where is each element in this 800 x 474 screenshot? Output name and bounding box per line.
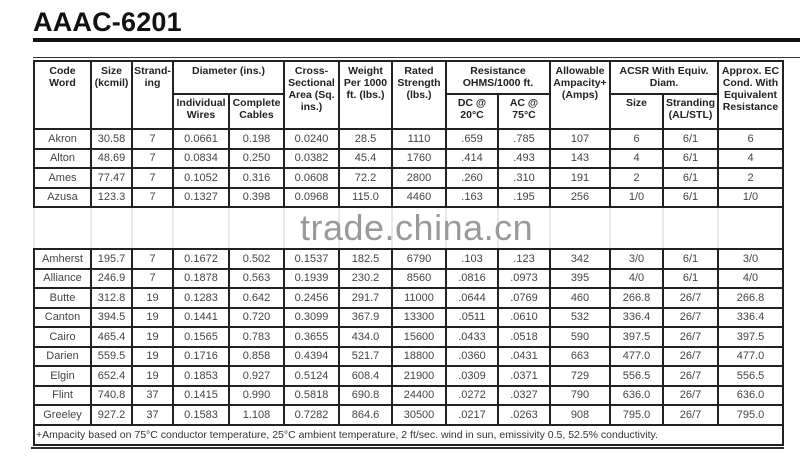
table-cell: .0360	[446, 347, 498, 367]
table-cell: 48.69	[91, 149, 132, 169]
table-cell: 26/7	[663, 327, 718, 347]
header-ac: AC @ 75°C	[498, 94, 550, 129]
header-individual-wires: Individual Wires	[173, 94, 229, 129]
table-cell: .103	[446, 249, 498, 269]
table-cell: 4460	[392, 188, 446, 208]
table-cell: 342	[550, 249, 610, 269]
code-word-cell: Flint	[34, 386, 91, 406]
table-cell: 6/1	[663, 149, 718, 169]
table-cell: 6/1	[663, 129, 718, 149]
table-row	[34, 288, 783, 308]
table-cell: 312.8	[91, 288, 132, 308]
spec-table-container	[33, 60, 782, 446]
code-word-cell: Cairo	[34, 327, 91, 347]
code-word-cell: Azusa	[34, 188, 91, 208]
table-cell: 0.0240	[284, 129, 339, 149]
table-cell: 0.198	[229, 129, 284, 149]
table-cell: 0.0608	[284, 168, 339, 188]
table-cell: 532	[550, 308, 610, 328]
table-cell: 0.1441	[173, 308, 229, 328]
code-word-cell: Darien	[34, 347, 91, 367]
table-cell: .0431	[498, 347, 550, 367]
table-cell: 465.4	[91, 327, 132, 347]
table-cell: 521.7	[339, 347, 392, 367]
table-cell: 7	[132, 269, 173, 289]
table-cell: 19	[132, 288, 173, 308]
table-cell: 0.1327	[173, 188, 229, 208]
table-cell: 2	[718, 168, 783, 188]
table-cell: 26/7	[663, 386, 718, 406]
table-cell: 0.316	[229, 168, 284, 188]
table-cell: .0511	[446, 308, 498, 328]
table-cell: 0.0661	[173, 129, 229, 149]
table-cell: 397.5	[718, 327, 783, 347]
table-cell: 0.1583	[173, 405, 229, 425]
table-cell: .195	[498, 188, 550, 208]
header-stranding: Strand-ing	[132, 61, 173, 129]
table-cell: 6/1	[663, 168, 718, 188]
table-cell: 0.1565	[173, 327, 229, 347]
table-cell: 0.1939	[284, 269, 339, 289]
table-cell: 246.9	[91, 269, 132, 289]
table-row	[34, 347, 783, 367]
table-cell: 230.2	[339, 269, 392, 289]
table-cell: .0769	[498, 288, 550, 308]
table-row	[34, 129, 783, 149]
table-cell: 636.0	[718, 386, 783, 406]
footnote: +Ampacity based on 75°C conductor temperature, 25°C ambient temperature, 2 ft/sec. wind in sun, emissivity 0.5, 52.5% conductivity.	[34, 425, 783, 445]
table-cell: 0.250	[229, 149, 284, 169]
table-cell: 864.6	[339, 405, 392, 425]
watermark: trade.china.cn	[300, 207, 534, 248]
table-cell: .0327	[498, 386, 550, 406]
table-cell: 4/0	[610, 269, 663, 289]
divider	[33, 57, 800, 58]
table-cell: 8560	[392, 269, 446, 289]
table-cell: 0.1537	[284, 249, 339, 269]
table-cell: 559.5	[91, 347, 132, 367]
table-cell: 2	[610, 168, 663, 188]
table-cell: 30.58	[91, 129, 132, 149]
table-cell: 740.8	[91, 386, 132, 406]
table-cell: 477.0	[610, 347, 663, 367]
table-cell: 30500	[392, 405, 446, 425]
table-row	[34, 249, 783, 269]
table-cell: 115.0	[339, 188, 392, 208]
table-cell: 0.3099	[284, 308, 339, 328]
table-cell: 336.4	[610, 308, 663, 328]
table-cell: 556.5	[718, 366, 783, 386]
table-cell: 7	[132, 149, 173, 169]
spec-table	[33, 60, 784, 446]
table-cell: 0.1052	[173, 168, 229, 188]
header-code-word: Code Word	[34, 61, 91, 129]
table-cell: 908	[550, 405, 610, 425]
table-cell: 24400	[392, 386, 446, 406]
table-cell: 7	[132, 249, 173, 269]
table-cell: 652.4	[91, 366, 132, 386]
table-cell: 0.1878	[173, 269, 229, 289]
table-cell: 1760	[392, 149, 446, 169]
header-size: Size (kcmil)	[91, 61, 132, 129]
table-cell: 191	[550, 168, 610, 188]
table-row	[34, 188, 783, 208]
table-cell: 0.502	[229, 249, 284, 269]
table-cell: 123.3	[91, 188, 132, 208]
code-word-cell: Elgin	[34, 366, 91, 386]
table-cell: 0.0834	[173, 149, 229, 169]
table-cell: 0.783	[229, 327, 284, 347]
table-cell: 0.858	[229, 347, 284, 367]
table-cell: .493	[498, 149, 550, 169]
table-cell: 0.1415	[173, 386, 229, 406]
table-row	[34, 149, 783, 169]
table-cell: 0.1853	[173, 366, 229, 386]
table-cell: .0973	[498, 269, 550, 289]
table-cell: 460	[550, 288, 610, 308]
table-cell: 37	[132, 405, 173, 425]
table-cell: 256	[550, 188, 610, 208]
header-rated-strength: Rated Strength (lbs.)	[392, 61, 446, 129]
table-cell: 397.5	[610, 327, 663, 347]
header-weight: Weight Per 1000 ft. (lbs.)	[339, 61, 392, 129]
table-cell: 26/7	[663, 405, 718, 425]
table-body	[34, 129, 783, 425]
table-cell: 663	[550, 347, 610, 367]
table-cell: 0.927	[229, 366, 284, 386]
code-word-cell: Greeley	[34, 405, 91, 425]
table-cell: 72.2	[339, 168, 392, 188]
table-cell: 0.720	[229, 308, 284, 328]
header-acsr-stranding: Stranding (AL/STL)	[663, 94, 718, 129]
table-cell: 395	[550, 269, 610, 289]
table-cell: 7	[132, 129, 173, 149]
table-cell: 6	[718, 129, 783, 149]
table-cell: 0.5818	[284, 386, 339, 406]
table-cell: 0.3655	[284, 327, 339, 347]
table-cell: 336.4	[718, 308, 783, 328]
table-cell: 4	[718, 149, 783, 169]
page-title: AAAC-6201	[33, 7, 182, 37]
table-row	[34, 327, 783, 347]
table-cell: 556.5	[610, 366, 663, 386]
table-cell: 6/1	[663, 249, 718, 269]
table-cell: 790	[550, 386, 610, 406]
table-cell: 3/0	[610, 249, 663, 269]
table-cell: 6790	[392, 249, 446, 269]
table-row	[34, 386, 783, 406]
table-bottom-border	[31, 447, 784, 449]
table-row	[34, 269, 783, 289]
table-cell: 0.0382	[284, 149, 339, 169]
table-row	[34, 308, 783, 328]
table-cell: 266.8	[610, 288, 663, 308]
table-row	[34, 405, 783, 425]
table-cell: 107	[550, 129, 610, 149]
code-word-cell: Canton	[34, 308, 91, 328]
table-cell: 1/0	[610, 188, 663, 208]
header-complete-cables: Complete Cables	[229, 94, 284, 129]
table-cell: 18800	[392, 347, 446, 367]
table-cell: .0644	[446, 288, 498, 308]
header-dc: DC @ 20°C	[446, 94, 498, 129]
table-cell: .0816	[446, 269, 498, 289]
table-cell: 1110	[392, 129, 446, 149]
table-cell: .0610	[498, 308, 550, 328]
table-cell: 6/1	[663, 188, 718, 208]
code-word-cell: Amherst	[34, 249, 91, 269]
table-cell: .0518	[498, 327, 550, 347]
table-cell: .310	[498, 168, 550, 188]
table-cell: 19	[132, 308, 173, 328]
table-cell: 1/0	[718, 188, 783, 208]
table-cell: 0.5124	[284, 366, 339, 386]
table-row	[34, 366, 783, 386]
table-cell: 1.108	[229, 405, 284, 425]
header-resistance: Resistance OHMS/1000 ft.	[446, 61, 550, 94]
table-cell: 21900	[392, 366, 446, 386]
header-ec-cond: Approx. EC Cond. With Equivalent Resistance	[718, 61, 783, 129]
table-cell: 690.8	[339, 386, 392, 406]
table-cell: 19	[132, 366, 173, 386]
table-cell: 394.5	[91, 308, 132, 328]
header-ampacity: Allowable Ampacity+ (Amps)	[550, 61, 610, 129]
code-word-cell: Akron	[34, 129, 91, 149]
table-cell: 608.4	[339, 366, 392, 386]
table-cell: .0309	[446, 366, 498, 386]
table-cell: 182.5	[339, 249, 392, 269]
header-cross-sectional-area: Cross-Sectional Area (Sq. ins.)	[284, 61, 339, 129]
table-cell: 143	[550, 149, 610, 169]
table-cell: 26/7	[663, 308, 718, 328]
table-cell: 6	[610, 129, 663, 149]
header-acsr-size: Size	[610, 94, 663, 129]
table-cell: 0.1672	[173, 249, 229, 269]
table-cell: .414	[446, 149, 498, 169]
table-cell: 434.0	[339, 327, 392, 347]
table-cell: 0.4394	[284, 347, 339, 367]
table-cell: 19	[132, 347, 173, 367]
table-cell: 195.7	[91, 249, 132, 269]
table-cell: 3/0	[718, 249, 783, 269]
table-cell: .123	[498, 249, 550, 269]
table-cell: 0.398	[229, 188, 284, 208]
table-cell: 590	[550, 327, 610, 347]
table-cell: 19	[132, 327, 173, 347]
table-cell: 795.0	[718, 405, 783, 425]
table-cell: 0.563	[229, 269, 284, 289]
table-cell: .0371	[498, 366, 550, 386]
table-cell: 7	[132, 168, 173, 188]
table-cell: .260	[446, 168, 498, 188]
code-word-cell: Ames	[34, 168, 91, 188]
table-cell: 927.2	[91, 405, 132, 425]
table-cell: 77.47	[91, 168, 132, 188]
table-cell: 0.1283	[173, 288, 229, 308]
table-cell: 0.642	[229, 288, 284, 308]
table-row	[34, 168, 783, 188]
table-cell: .0263	[498, 405, 550, 425]
table-cell: .0433	[446, 327, 498, 347]
table-cell: .659	[446, 129, 498, 149]
table-cell: 0.0968	[284, 188, 339, 208]
table-cell: 26/7	[663, 366, 718, 386]
table-cell: 11000	[392, 288, 446, 308]
table-cell: 2800	[392, 168, 446, 188]
table-cell: 13300	[392, 308, 446, 328]
header-diameter: Diameter (ins.)	[173, 61, 284, 94]
table-cell: .785	[498, 129, 550, 149]
table-cell: 4/0	[718, 269, 783, 289]
table-cell: 477.0	[718, 347, 783, 367]
code-word-cell: Alton	[34, 149, 91, 169]
table-cell: 6/1	[663, 269, 718, 289]
table-cell: 4	[610, 149, 663, 169]
table-cell: 291.7	[339, 288, 392, 308]
table-cell: 0.990	[229, 386, 284, 406]
table-cell: 0.7282	[284, 405, 339, 425]
table-cell: 37	[132, 386, 173, 406]
table-cell: .0217	[446, 405, 498, 425]
table-cell: 26/7	[663, 347, 718, 367]
code-word-cell: Butte	[34, 288, 91, 308]
table-cell: 795.0	[610, 405, 663, 425]
code-word-cell: Alliance	[34, 269, 91, 289]
table-cell: 7	[132, 188, 173, 208]
header-acsr: ACSR With Equiv. Diam.	[610, 61, 718, 94]
table-cell: .163	[446, 188, 498, 208]
table-cell: 266.8	[718, 288, 783, 308]
table-cell: 0.1716	[173, 347, 229, 367]
table-cell: 636.0	[610, 386, 663, 406]
title-rule	[33, 38, 800, 42]
table-cell: 28.5	[339, 129, 392, 149]
table-cell: 45.4	[339, 149, 392, 169]
table-cell: .0272	[446, 386, 498, 406]
table-cell: 0.2456	[284, 288, 339, 308]
table-cell: 26/7	[663, 288, 718, 308]
table-cell: 15600	[392, 327, 446, 347]
table-cell: 729	[550, 366, 610, 386]
table-cell: 367.9	[339, 308, 392, 328]
